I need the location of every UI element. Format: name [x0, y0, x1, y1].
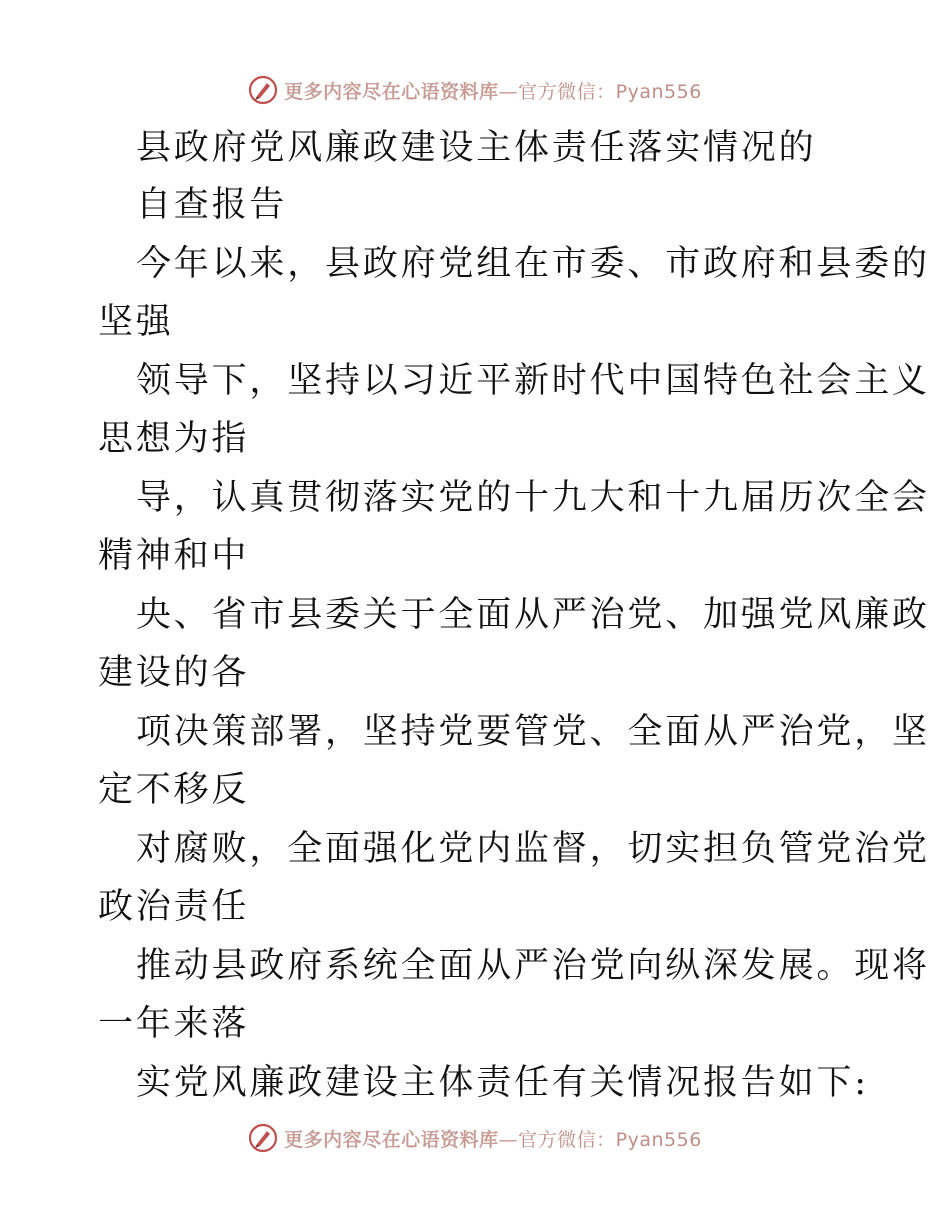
watermark-main: 更多内容尽在心语资料库: [284, 1128, 499, 1151]
watermark-separator: —: [498, 80, 519, 103]
doc-title-line-2: 自查报告: [136, 185, 288, 225]
watermark-text: [284, 1125, 702, 1152]
doc-line-3: 领导下，坚持以习近平新时代中国特色社会主义: [136, 361, 930, 401]
doc-line-7: 央、省市县委关于全面从严治党、加强党风廉政: [136, 595, 930, 635]
doc-line-5: 导，认真贯彻落实党的十九大和十九届历次全会: [136, 478, 930, 518]
doc-title-line-1: 县政府党风廉政建设主体责任落实情况的: [136, 128, 817, 168]
watermark-wechat: 官方微信：Pyan556: [518, 1128, 702, 1151]
watermark-main: 更多内容尽在心语资料库: [284, 80, 499, 103]
watermark-wechat: 官方微信：Pyan556: [518, 80, 702, 103]
doc-line-14: 一年来落: [98, 1004, 250, 1044]
footer-watermark: [0, 1118, 950, 1158]
pen-nib-icon: [248, 1123, 278, 1153]
watermark-text: [284, 77, 702, 104]
doc-line-15: 实党风廉政建设主体责任有关情况报告如下:: [136, 1063, 869, 1103]
doc-line-11: 对腐败，全面强化党内监督，切实担负管党治党: [136, 829, 930, 869]
pen-nib-icon: [248, 75, 278, 105]
header-watermark: [0, 70, 950, 110]
doc-line-9: 项决策部署，坚持党要管党、全面从严治党，坚: [136, 712, 930, 752]
doc-line-1: 今年以来，县政府党组在市委、市政府和县委的: [136, 244, 930, 284]
doc-line-8: 建设的各: [98, 653, 250, 693]
doc-line-6: 精神和中: [98, 536, 250, 576]
watermark-separator: —: [498, 1128, 519, 1151]
doc-line-12: 政治责任: [98, 887, 250, 927]
doc-line-4: 思想为指: [98, 419, 250, 459]
doc-line-13: 推动县政府系统全面从严治党向纵深发展。现将: [136, 946, 930, 986]
doc-line-2: 坚强: [98, 302, 174, 342]
doc-line-10: 定不移反: [98, 770, 250, 810]
